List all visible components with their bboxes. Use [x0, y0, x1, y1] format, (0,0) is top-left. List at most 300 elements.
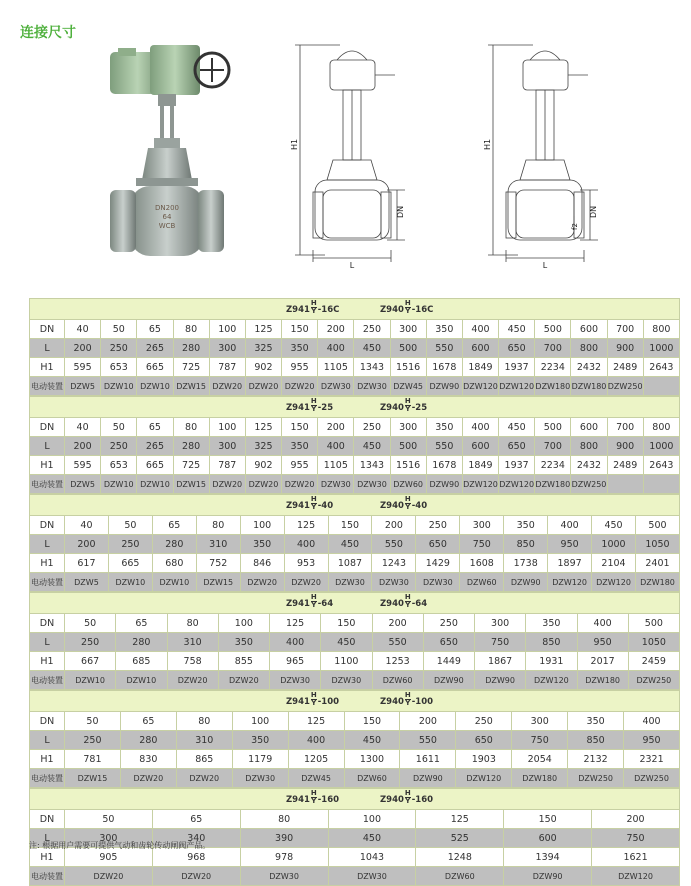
table-cell: 950 [624, 731, 680, 750]
table-cell: 1897 [548, 554, 592, 573]
table-cell: 300 [209, 339, 245, 358]
table-cell: 1087 [328, 554, 372, 573]
table-cell: 800 [571, 339, 607, 358]
model-prefix: Z941 [286, 501, 310, 511]
l-row [30, 535, 680, 554]
table-cell: 850 [504, 535, 548, 554]
table-cell: 200 [65, 437, 101, 456]
table-cell: 665 [137, 358, 173, 377]
table-cell: 350 [568, 712, 624, 731]
table-cell: 595 [65, 358, 101, 377]
row-label: 电动装置 [30, 475, 65, 494]
spec-table-group [29, 494, 680, 592]
photo-text-1: DN200 [155, 204, 179, 212]
table-cell: 750 [512, 731, 568, 750]
row-label: DN [30, 320, 65, 339]
table-cell: DZW20 [282, 475, 318, 494]
table-cell: 865 [176, 750, 232, 769]
table-cell: DZW15 [173, 475, 209, 494]
table-cell: DZW20 [245, 475, 281, 494]
table-cell: 250 [108, 535, 152, 554]
table-cell: 600 [462, 437, 498, 456]
table-cell: 1608 [460, 554, 504, 573]
table-cell: 550 [426, 437, 462, 456]
table-cell: 965 [270, 652, 321, 671]
table-cell: DZW30 [354, 475, 390, 494]
table-cell: DZW10 [137, 377, 173, 396]
table-cell: 65 [120, 712, 176, 731]
model-prefix: Z941 [286, 697, 310, 707]
table-cell: DZW30 [328, 867, 416, 886]
table-cell: 850 [568, 731, 624, 750]
table-cell: DZW15 [196, 573, 240, 592]
table-cell: 500 [390, 339, 426, 358]
table-cell: 550 [372, 535, 416, 554]
table-cell: 100 [209, 320, 245, 339]
table-cell: 200 [318, 320, 354, 339]
table-cell: 2489 [607, 456, 643, 475]
table-cell: 150 [328, 516, 372, 535]
model-material-top: H [310, 593, 317, 601]
table-cell: DZW30 [318, 475, 354, 494]
spec-table [29, 613, 680, 690]
row-label: H1 [30, 652, 65, 671]
model-suffix: -40 [411, 501, 428, 511]
table-cell: 500 [535, 320, 571, 339]
model-material-stack [311, 790, 317, 805]
model-code [380, 300, 433, 315]
table-cell: 450 [354, 339, 390, 358]
table-cell: 902 [245, 358, 281, 377]
model-material-bottom: Y [405, 405, 411, 413]
model-suffix: -64 [317, 599, 334, 609]
model-header [29, 788, 680, 809]
table-cell: 300 [390, 418, 426, 437]
table-cell: 650 [499, 339, 535, 358]
model-material-bottom: Y [405, 699, 411, 707]
table-cell: 200 [318, 418, 354, 437]
table-cell: DZW180 [571, 377, 607, 396]
table-cell: 2234 [535, 456, 571, 475]
l-row [30, 437, 680, 456]
table-cell: 2432 [571, 358, 607, 377]
table-cell: 450 [328, 829, 416, 848]
spec-table-group [29, 592, 680, 690]
table-cell: 250 [354, 418, 390, 437]
model-material-bottom: Y [311, 601, 317, 609]
table-cell: 450 [321, 633, 372, 652]
table-cell: 50 [65, 614, 116, 633]
model-prefix: Z941 [286, 599, 310, 609]
table-cell: DZW250 [571, 475, 607, 494]
table-cell: 250 [65, 633, 116, 652]
table-cell: 2321 [624, 750, 680, 769]
model-material-bottom: Y [311, 307, 317, 315]
model-material-stack [311, 300, 317, 315]
table-cell: 265 [137, 339, 173, 358]
table-cell: 500 [628, 614, 679, 633]
table-cell: 150 [344, 712, 400, 731]
table-cell: 750 [460, 535, 504, 554]
table-cell: 50 [65, 712, 121, 731]
table-cell: DZW250 [628, 671, 679, 690]
row-label: 电动装置 [30, 671, 65, 690]
table-cell: 400 [318, 339, 354, 358]
table-cell: 50 [101, 320, 137, 339]
table-cell: 2054 [512, 750, 568, 769]
table-cell: 800 [643, 320, 679, 339]
table-cell: 325 [245, 339, 281, 358]
section-title: 连接尺寸 [20, 25, 76, 41]
row-label: 电动装置 [30, 867, 65, 886]
table-cell: 350 [240, 535, 284, 554]
table-cell: 150 [282, 320, 318, 339]
table-cell: DZW30 [240, 867, 328, 886]
table-cell: 680 [152, 554, 196, 573]
table-cell: 65 [152, 810, 240, 829]
table-cell: 900 [607, 339, 643, 358]
table-cell: 665 [137, 456, 173, 475]
table-cell: DZW10 [101, 377, 137, 396]
table-cell: 725 [173, 456, 209, 475]
table-cell: 525 [416, 829, 504, 848]
table-cell: DZW180 [512, 769, 568, 788]
model-header [29, 298, 680, 319]
row-label: 电动装置 [30, 769, 65, 788]
valve-drawing-2-image [478, 40, 608, 270]
h1-row [30, 358, 680, 377]
table-cell: 300 [209, 437, 245, 456]
model-prefix: Z941 [286, 795, 310, 805]
table-cell: 650 [423, 633, 474, 652]
table-cell: DZW10 [137, 475, 173, 494]
table-cell: DZW20 [245, 377, 281, 396]
model-material-bottom: Y [405, 503, 411, 511]
table-cell: 80 [240, 810, 328, 829]
table-cell: DZW90 [504, 867, 592, 886]
table-cell: 300 [65, 829, 153, 848]
table-cell: 968 [152, 848, 240, 867]
table-cell: 850 [526, 633, 577, 652]
model-material-bottom: Y [405, 307, 411, 315]
model-material-top: H [404, 593, 411, 601]
table-cell: 265 [137, 437, 173, 456]
table-cell: DZW20 [209, 475, 245, 494]
model-material-top: H [404, 789, 411, 797]
table-cell: 500 [390, 437, 426, 456]
table-cell: 955 [282, 358, 318, 377]
table-cell: 400 [462, 320, 498, 339]
table-cell: 595 [65, 456, 101, 475]
table-cell: 1678 [426, 456, 462, 475]
model-prefix: Z940 [380, 599, 404, 609]
model-header [29, 494, 680, 515]
table-cell: 200 [65, 339, 101, 358]
model-material-top: H [310, 495, 317, 503]
table-cell: DZW250 [607, 377, 643, 396]
table-cell: 350 [426, 418, 462, 437]
table-cell: DZW20 [284, 573, 328, 592]
row-label: H1 [30, 554, 65, 573]
table-cell: 450 [592, 516, 636, 535]
model-material-bottom: Y [311, 699, 317, 707]
table-cell: 80 [173, 418, 209, 437]
table-cell: 125 [270, 614, 321, 633]
table-cell: 830 [120, 750, 176, 769]
table-cell: 2132 [568, 750, 624, 769]
table-cell: 2459 [628, 652, 679, 671]
spec-table [29, 319, 680, 396]
table-cell: 855 [218, 652, 269, 671]
table-cell: 950 [548, 535, 592, 554]
table-cell: 200 [372, 516, 416, 535]
dimension-tables [29, 298, 680, 886]
drawing-2-l-label: L [542, 261, 548, 270]
table-cell: 150 [504, 810, 592, 829]
table-cell: DZW120 [462, 475, 498, 494]
table-cell: DZW60 [344, 769, 400, 788]
row-label: H1 [30, 358, 65, 377]
table-cell: DZW90 [426, 475, 462, 494]
model-material-bottom: Y [405, 797, 411, 805]
table-cell: 902 [245, 456, 281, 475]
table-cell: 300 [390, 320, 426, 339]
table-cell: 100 [209, 418, 245, 437]
table-cell: DZW10 [116, 671, 167, 690]
table-cell: 781 [65, 750, 121, 769]
table-cell: 550 [400, 731, 456, 750]
table-cell: DZW90 [504, 573, 548, 592]
model-material-bottom: Y [311, 797, 317, 805]
table-cell: DZW30 [270, 671, 321, 690]
model-code [380, 692, 433, 707]
valve-drawing-2 [478, 40, 608, 270]
table-cell: 905 [65, 848, 153, 867]
table-cell: 325 [245, 437, 281, 456]
model-material-stack [405, 300, 411, 315]
table-cell: 390 [240, 829, 328, 848]
table-cell: 1000 [643, 339, 679, 358]
row-label: DN [30, 418, 65, 437]
table-cell: DZW120 [592, 867, 680, 886]
table-cell: 1105 [318, 358, 354, 377]
table-cell: 400 [284, 535, 328, 554]
table-cell: DZW20 [282, 377, 318, 396]
drawing-1-dn-label: DN [396, 205, 405, 218]
table-cell: DZW10 [101, 475, 137, 494]
row-label: H1 [30, 456, 65, 475]
table-cell: 65 [137, 320, 173, 339]
table-cell: DZW10 [108, 573, 152, 592]
table-cell: 125 [284, 516, 328, 535]
valve-photo [100, 40, 250, 270]
l-row [30, 339, 680, 358]
table-cell: 40 [65, 320, 101, 339]
model-material-stack [311, 594, 317, 609]
model-suffix: -25 [317, 403, 334, 413]
model-material-top: H [404, 691, 411, 699]
table-cell: 685 [116, 652, 167, 671]
model-material-top: H [310, 789, 317, 797]
h1-row [30, 652, 680, 671]
table-cell: 2401 [635, 554, 679, 573]
table-cell: 350 [526, 614, 577, 633]
table-cell: 900 [607, 437, 643, 456]
table-cell: 200 [65, 535, 109, 554]
drawing-2-h1-label: H1 [483, 138, 492, 150]
table-cell: 787 [209, 358, 245, 377]
spec-table-group [29, 298, 680, 396]
model-suffix: -100 [411, 697, 434, 707]
table-cell: 350 [426, 320, 462, 339]
table-cell: 2432 [571, 456, 607, 475]
row-label: L [30, 339, 65, 358]
table-cell: 2234 [535, 358, 571, 377]
spec-table-group [29, 788, 680, 886]
motor-row [30, 769, 680, 788]
model-code [380, 496, 427, 511]
table-cell: 752 [196, 554, 240, 573]
table-cell: 1516 [390, 456, 426, 475]
table-cell: 350 [218, 633, 269, 652]
table-cell: 2017 [577, 652, 628, 671]
table-cell: DZW30 [354, 377, 390, 396]
table-cell: 750 [592, 829, 680, 848]
table-cell: DZW90 [426, 377, 462, 396]
table-cell: 1849 [462, 456, 498, 475]
table-cell: 700 [607, 418, 643, 437]
table-cell: 65 [137, 418, 173, 437]
h1-row [30, 456, 680, 475]
row-label: L [30, 633, 65, 652]
table-cell: DZW250 [568, 769, 624, 788]
table-cell: DZW120 [456, 769, 512, 788]
table-cell: 800 [571, 437, 607, 456]
row-label: H1 [30, 848, 65, 867]
row-label: DN [30, 516, 65, 535]
table-cell: 250 [65, 731, 121, 750]
table-cell: 450 [499, 320, 535, 339]
table-cell: 1300 [344, 750, 400, 769]
model-material-stack [405, 496, 411, 511]
model-prefix: Z941 [286, 403, 310, 413]
table-cell: 300 [460, 516, 504, 535]
model-code [286, 496, 333, 511]
table-cell [607, 475, 643, 494]
drawing-2-dn-label: DN [589, 205, 598, 218]
valve-photo-image [100, 40, 250, 270]
motor-row [30, 475, 680, 494]
table-cell: 700 [607, 320, 643, 339]
table-cell: 846 [240, 554, 284, 573]
table-cell: 280 [173, 437, 209, 456]
valve-drawing-1-image [285, 40, 415, 270]
table-cell: 1253 [372, 652, 423, 671]
model-material-top: H [310, 691, 317, 699]
spec-table-group [29, 396, 680, 494]
table-cell: 50 [101, 418, 137, 437]
spec-table-group [29, 690, 680, 788]
row-label: L [30, 731, 65, 750]
table-cell: 450 [499, 418, 535, 437]
table-cell: 1449 [423, 652, 474, 671]
table-cell: 1937 [499, 358, 535, 377]
table-cell: 80 [196, 516, 240, 535]
table-cell: DZW20 [209, 377, 245, 396]
table-cell: 340 [152, 829, 240, 848]
table-cell: DZW10 [65, 671, 116, 690]
table-cell: DZW120 [592, 573, 636, 592]
dn-row [30, 810, 680, 829]
table-cell: 280 [116, 633, 167, 652]
table-cell: DZW90 [423, 671, 474, 690]
table-cell [643, 475, 679, 494]
model-header [29, 690, 680, 711]
table-cell: 65 [116, 614, 167, 633]
dn-row [30, 516, 680, 535]
motor-row [30, 573, 680, 592]
table-cell: 950 [577, 633, 628, 652]
table-cell: 1394 [504, 848, 592, 867]
table-cell: 1050 [628, 633, 679, 652]
row-label: 电动装置 [30, 377, 65, 396]
table-cell: 200 [592, 810, 680, 829]
table-cell: 250 [456, 712, 512, 731]
model-code [380, 398, 427, 413]
table-cell: 40 [65, 418, 101, 437]
model-suffix: -16C [317, 305, 340, 315]
table-cell: 400 [288, 731, 344, 750]
model-suffix: -64 [411, 599, 428, 609]
table-cell: 787 [209, 456, 245, 475]
table-cell: 1867 [475, 652, 526, 671]
motor-row [30, 671, 680, 690]
table-cell: 50 [65, 810, 153, 829]
table-cell: DZW120 [526, 671, 577, 690]
spec-table [29, 711, 680, 788]
model-material-top: H [404, 299, 411, 307]
table-cell: 250 [354, 320, 390, 339]
table-cell: 500 [635, 516, 679, 535]
table-cell: 1903 [456, 750, 512, 769]
table-cell: 953 [284, 554, 328, 573]
table-cell: 1100 [321, 652, 372, 671]
model-prefix: Z940 [380, 501, 404, 511]
table-cell: DZW20 [218, 671, 269, 690]
model-code [286, 692, 339, 707]
table-cell: 1179 [232, 750, 288, 769]
spec-table [29, 515, 680, 592]
table-cell: 617 [65, 554, 109, 573]
model-suffix: -25 [411, 403, 428, 413]
table-cell: 100 [218, 614, 269, 633]
table-cell: DZW30 [232, 769, 288, 788]
table-cell: DZW180 [577, 671, 628, 690]
model-material-top: H [404, 495, 411, 503]
table-cell: 955 [282, 456, 318, 475]
table-cell: DZW60 [390, 475, 426, 494]
table-cell: 400 [462, 418, 498, 437]
table-cell: DZW20 [240, 573, 284, 592]
table-cell: DZW45 [390, 377, 426, 396]
dn-row [30, 712, 680, 731]
table-cell: 1931 [526, 652, 577, 671]
table-cell: 200 [400, 712, 456, 731]
table-cell: 350 [282, 437, 318, 456]
table-cell: DZW5 [65, 475, 101, 494]
table-cell: 310 [167, 633, 218, 652]
table-cell: 1343 [354, 456, 390, 475]
